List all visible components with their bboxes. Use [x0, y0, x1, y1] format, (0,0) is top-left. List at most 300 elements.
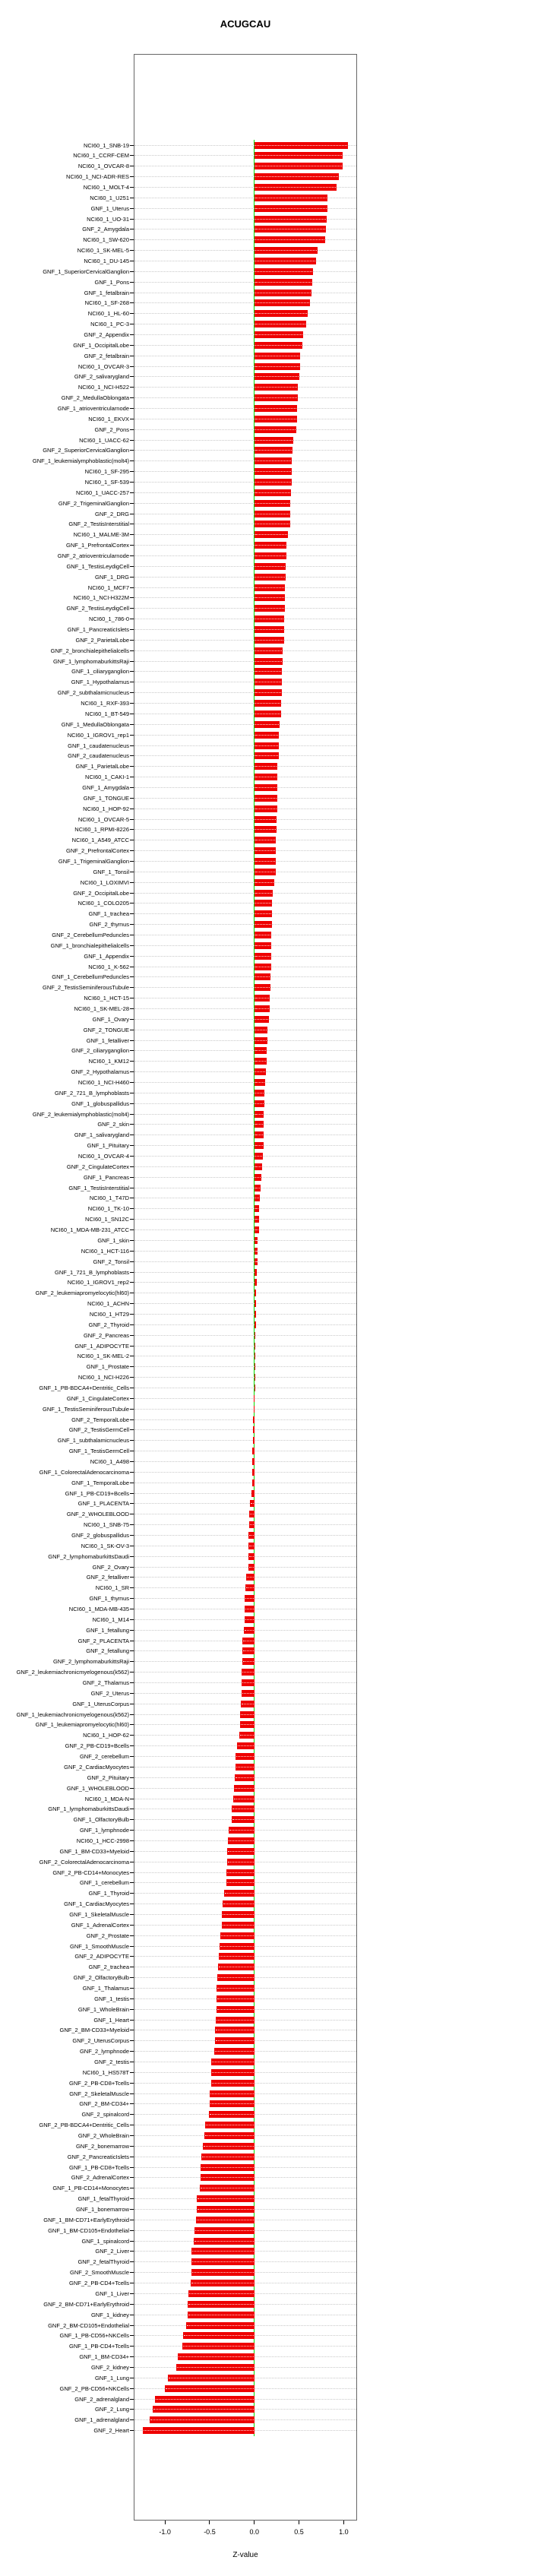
y-tick — [130, 482, 134, 483]
y-tick — [130, 1472, 134, 1473]
bar — [178, 2353, 255, 2360]
bar — [205, 2122, 255, 2128]
bar — [252, 1469, 254, 1476]
y-tick — [130, 1346, 134, 1347]
bar — [255, 437, 294, 444]
bar-grid-dots — [235, 1788, 254, 1789]
gridline — [134, 597, 356, 598]
bar — [255, 1237, 258, 1244]
bar-grid-dots — [187, 2325, 253, 2326]
bar — [255, 226, 326, 233]
y-tick — [130, 2304, 134, 2305]
category-label: NCI60_1_OVCAR-3 — [77, 362, 129, 370]
bar-grid-dots — [251, 1503, 253, 1504]
bar — [197, 2195, 254, 2202]
bar-grid-dots — [255, 155, 342, 156]
y-tick — [130, 692, 134, 693]
gridline — [134, 1346, 356, 1347]
gridline — [134, 1524, 356, 1525]
gridline — [134, 798, 356, 799]
bar — [255, 710, 281, 717]
y-tick — [130, 976, 134, 977]
category-label: GNF_1_721_B_lymphoblasts — [55, 1268, 129, 1276]
category-label: NCI60_1_UO-31 — [87, 215, 129, 223]
category-label: GNF_1_ADIPOCYTE — [74, 1342, 129, 1350]
bar — [215, 2027, 255, 2033]
category-label: GNF_1_SkeletalMuscle — [69, 1910, 129, 1918]
bar-grid-dots — [192, 2261, 253, 2262]
bar — [255, 973, 270, 980]
y-tick — [130, 945, 134, 946]
gridline — [134, 671, 356, 672]
y-tick — [130, 2009, 134, 2010]
bar — [228, 1837, 255, 1844]
bar — [242, 1638, 254, 1644]
category-label: GNF_2_skin — [97, 1121, 129, 1128]
bar-grid-dots — [255, 1103, 264, 1104]
category-label: GNF_1_CerebellumPeduncles — [52, 973, 129, 981]
category-label: GNF_2_salivarygland — [74, 373, 129, 381]
gridline — [134, 1208, 356, 1209]
bar-grid-dots — [255, 850, 275, 851]
gridline — [134, 1272, 356, 1273]
bar-grid-dots — [255, 534, 288, 535]
gridline — [134, 408, 356, 409]
y-tick — [130, 1324, 134, 1325]
category-label: GNF_2_Appendix — [84, 331, 129, 338]
y-tick — [130, 2114, 134, 2115]
gridline — [134, 397, 356, 398]
y-tick — [130, 1840, 134, 1841]
y-tick — [130, 735, 134, 736]
bar — [255, 932, 271, 938]
bar-grid-dots — [255, 766, 277, 767]
bar-grid-dots — [255, 408, 296, 409]
bar — [200, 2185, 255, 2191]
category-label: GNF_1_TestisSeminiferousTubule — [43, 1405, 129, 1413]
category-label: GNF_2_PB-CD19+Bcells — [65, 1742, 129, 1750]
y-tick — [130, 1156, 134, 1157]
y-tick — [130, 492, 134, 493]
bar — [209, 2111, 255, 2118]
category-label: GNF_1_DRG — [94, 573, 129, 581]
bar-grid-dots — [198, 2198, 253, 2199]
gridline — [134, 1156, 356, 1157]
bar — [201, 2174, 255, 2181]
category-label: NCI60_1_EKVX — [88, 415, 129, 422]
category-label: GNF_2_TemporalLobe — [71, 1416, 129, 1423]
gridline — [134, 271, 356, 272]
bar-grid-dots — [217, 1988, 253, 1989]
y-tick — [130, 2167, 134, 2168]
gridline — [134, 1503, 356, 1504]
bar — [255, 721, 280, 728]
gridline — [134, 893, 356, 894]
y-tick — [130, 1577, 134, 1578]
bar — [255, 816, 277, 823]
bar — [255, 1090, 264, 1097]
bar — [217, 1995, 254, 2002]
gridline — [134, 334, 356, 335]
bar — [255, 290, 311, 296]
gridline — [134, 1251, 356, 1252]
bar — [253, 1426, 255, 1433]
y-tick — [130, 1587, 134, 1588]
gridline — [134, 1103, 356, 1104]
category-label: NCI60_1_TK-10 — [87, 1205, 129, 1213]
bar-grid-dots — [177, 2367, 254, 2368]
category-label: GNF_2_BM-CD105+Endothelial — [48, 2321, 129, 2329]
bar — [255, 647, 283, 654]
y-tick — [130, 724, 134, 725]
bar — [255, 342, 303, 349]
bar — [176, 2364, 255, 2371]
y-tick — [130, 450, 134, 451]
y-tick — [130, 1693, 134, 1694]
bar — [214, 2048, 255, 2055]
bar — [255, 668, 282, 675]
gridline — [134, 282, 356, 283]
category-label: GNF_2_PB-CD56+NKCells — [59, 2385, 129, 2392]
y-tick — [130, 671, 134, 672]
y-tick — [130, 577, 134, 578]
category-label: GNF_2_Amygdala — [82, 226, 129, 233]
bar — [204, 2132, 255, 2139]
bar — [224, 1890, 255, 1897]
y-tick — [130, 1851, 134, 1852]
bar-grid-dots — [192, 2272, 254, 2273]
bar — [255, 964, 271, 970]
category-label: NCI60_1_CAKI-1 — [85, 774, 129, 781]
category-label: NCI60_1_786-0 — [89, 616, 129, 623]
bar-grid-dots — [255, 460, 291, 461]
gridline — [134, 345, 356, 346]
gridline — [134, 1461, 356, 1462]
gridline — [134, 1556, 356, 1557]
bar — [241, 1701, 255, 1707]
bar-grid-dots — [243, 1661, 254, 1662]
gridline — [134, 1366, 356, 1367]
bar-grid-dots — [255, 503, 289, 504]
y-tick — [130, 850, 134, 851]
y-tick — [130, 1251, 134, 1252]
category-label: NCI60_1_LOXIMVI — [80, 878, 129, 886]
category-label: GNF_1_AdrenalCortex — [71, 1921, 129, 1929]
y-tick — [130, 471, 134, 472]
bar — [255, 689, 282, 696]
bar-grid-dots — [255, 1177, 261, 1178]
bar-grid-dots — [255, 735, 278, 736]
gridline — [134, 460, 356, 461]
gridline — [134, 745, 356, 746]
bar — [255, 247, 318, 254]
bar — [237, 1742, 254, 1749]
category-label: GNF_2_Thyroid — [88, 1321, 129, 1328]
y-tick — [130, 2409, 134, 2410]
category-label: NCI60_1_RXF-393 — [81, 700, 129, 707]
x-tick-label: 0.0 — [249, 2528, 259, 2536]
category-label: GNF_1_fetallung — [86, 1626, 129, 1634]
gridline — [134, 1261, 356, 1262]
y-tick — [130, 1050, 134, 1051]
bar-grid-dots — [236, 1777, 254, 1778]
bar — [255, 910, 273, 917]
bar-grid-dots — [255, 577, 285, 578]
bar-grid-dots — [205, 2135, 254, 2136]
y-tick — [130, 2040, 134, 2041]
y-tick — [130, 924, 134, 925]
category-label: GNF_2_TestisInterstitial — [68, 521, 129, 528]
bar-grid-dots — [255, 650, 283, 651]
bar-grid-dots — [179, 2356, 254, 2357]
y-tick — [130, 1503, 134, 1504]
category-label: GNF_1_leukemiapromyelocytic(hl60) — [35, 1721, 129, 1729]
bar-grid-dots — [255, 302, 309, 303]
bar-grid-dots — [227, 1872, 253, 1873]
bar-grid-dots — [189, 2293, 254, 2294]
bar — [236, 1753, 255, 1760]
y-tick — [130, 1946, 134, 1947]
y-tick — [130, 640, 134, 641]
bar — [255, 574, 286, 581]
category-label: GNF_2_UterusCorpus — [72, 2037, 129, 2045]
bar-grid-dots — [198, 2209, 254, 2210]
bar-grid-dots — [255, 1082, 264, 1083]
category-label: GNF_1_SuperiorCervicalGanglion — [43, 267, 129, 275]
category-label: GNF_2_kidney — [90, 2363, 129, 2371]
category-label: GNF_1_Tonsil — [93, 868, 129, 875]
y-tick — [130, 2430, 134, 2431]
y-tick — [130, 1882, 134, 1883]
bar-grid-dots — [217, 1998, 253, 1999]
bar — [255, 584, 285, 591]
bar — [255, 353, 300, 359]
category-label: GNF_1_ColorectalAdenocarcinoma — [39, 1468, 129, 1476]
bar-grid-dots — [255, 397, 298, 398]
y-tick — [130, 1756, 134, 1757]
bar-grid-dots — [216, 2040, 254, 2041]
bar-grid-dots — [255, 755, 278, 756]
category-label: GNF_2_fetalThyroid — [77, 2258, 129, 2266]
category-label: NCI60_1_SF-268 — [84, 299, 129, 307]
gridline — [134, 1377, 356, 1378]
category-label: NCI60_1_DU-145 — [84, 257, 129, 264]
gridline — [134, 956, 356, 957]
y-tick — [130, 1893, 134, 1894]
category-label: NCI60_1_NCI-ADR-RES — [66, 173, 129, 181]
category-label: NCI60_1_OVCAR-8 — [77, 163, 129, 170]
y-tick — [130, 145, 134, 146]
bar — [255, 1248, 258, 1255]
bar-grid-dots — [183, 2346, 254, 2347]
bar — [165, 2385, 255, 2392]
category-label: GNF_2_Prostate — [86, 1932, 129, 1939]
y-tick — [130, 2335, 134, 2336]
category-label: NCI60_1_HOP-92 — [83, 805, 129, 812]
gridline — [134, 724, 356, 725]
gridline — [134, 1166, 356, 1167]
y-tick — [130, 408, 134, 409]
category-label: GNF_1_WHOLEBLOOD — [66, 1784, 129, 1792]
bar — [222, 1911, 254, 1918]
bar — [255, 921, 273, 928]
bar-grid-dots — [217, 2020, 254, 2021]
y-tick — [130, 250, 134, 251]
y-tick — [130, 587, 134, 588]
y-tick — [130, 2230, 134, 2231]
bar-grid-dots — [195, 2230, 254, 2231]
y-tick — [130, 787, 134, 788]
bar-grid-dots — [255, 1229, 258, 1230]
bar — [255, 742, 279, 749]
category-label: GNF_2_subthalamicnucleus — [57, 689, 129, 697]
bar-grid-dots — [255, 376, 299, 377]
bar — [255, 826, 277, 833]
bar — [255, 869, 276, 875]
category-label: GNF_1_BM-CD34+ — [79, 2353, 129, 2361]
gridline — [134, 587, 356, 588]
bar-grid-dots — [166, 2388, 254, 2389]
gridline — [134, 882, 356, 883]
category-label: GNF_1_lymphomaburkittsRaji — [52, 657, 129, 665]
y-tick — [130, 313, 134, 314]
category-label: NCI60_1_SN12C — [85, 1216, 129, 1223]
y-tick — [130, 2346, 134, 2347]
bar — [255, 995, 270, 1002]
y-tick — [130, 661, 134, 662]
category-label: NCI60_1_BT-549 — [85, 710, 129, 717]
bar-grid-dots — [255, 703, 280, 704]
bar — [255, 605, 285, 612]
category-label: GNF_1_Thalamus — [82, 1984, 129, 1992]
gridline — [134, 1282, 356, 1283]
bar — [255, 384, 299, 391]
bar — [217, 1974, 255, 1981]
category-label: NCI60_1_IGROV1_rep2 — [67, 1279, 129, 1286]
bar — [255, 1269, 258, 1276]
bar-grid-dots — [188, 2304, 254, 2305]
bar-grid-dots — [255, 945, 270, 946]
y-tick — [130, 1040, 134, 1041]
category-label: GNF_1_bonemarrow — [75, 2206, 129, 2214]
gridline — [134, 787, 356, 788]
y-tick — [130, 987, 134, 988]
bar — [217, 2006, 255, 2013]
gridline — [134, 913, 356, 914]
bar-grid-dots — [255, 893, 273, 894]
gridline — [134, 850, 356, 851]
bar-grid-dots — [153, 2409, 254, 2410]
category-label: GNF_1_trachea — [88, 910, 129, 918]
y-tick — [130, 1650, 134, 1651]
category-label: GNF_1_subthalamicnucleus — [57, 1437, 129, 1445]
bar-grid-dots — [255, 597, 284, 598]
bar-grid-dots — [243, 1650, 253, 1651]
y-tick — [130, 1598, 134, 1599]
category-label: GNF_1_PB-CD14+Monocytes — [52, 2185, 129, 2192]
y-tick — [130, 745, 134, 746]
x-tick-label: 1.0 — [339, 2528, 349, 2536]
category-label: GNF_2_lymphomaburkittsRaji — [52, 1658, 129, 1666]
category-label: GNF_2_ColorectalAdenocarcinoma — [39, 1858, 129, 1866]
bar — [255, 173, 340, 180]
bar — [255, 1300, 256, 1307]
gridline — [134, 545, 356, 546]
bar — [194, 2227, 255, 2234]
category-label: GNF_1_CardiacMyocytes — [64, 1900, 129, 1908]
category-label: NCI60_1_KM12 — [88, 1058, 129, 1065]
category-label: GNF_1_spinalcord — [81, 2237, 129, 2245]
category-label: GNF_1_OccipitalLobe — [73, 341, 129, 349]
y-tick — [130, 239, 134, 240]
bar-grid-dots — [223, 1914, 253, 1915]
y-tick — [130, 2135, 134, 2136]
category-label: GNF_2_Lung — [94, 2406, 129, 2413]
bar — [242, 1658, 255, 1665]
category-label: GNF_1_Pons — [94, 278, 129, 286]
category-label: NCI60_1_SK-OV-3 — [81, 1542, 129, 1549]
category-label: GNF_1_kidney — [90, 2311, 129, 2318]
category-label: GNF_1_TestisInterstitial — [68, 1184, 129, 1191]
gridline — [134, 755, 356, 756]
bar — [255, 616, 284, 622]
y-tick — [130, 1724, 134, 1725]
y-tick — [130, 503, 134, 504]
bar — [255, 763, 278, 770]
bar-grid-dots — [227, 1882, 254, 1883]
bar-grid-dots — [255, 282, 311, 283]
y-tick — [130, 1419, 134, 1420]
category-label: GNF_1_WholeBrain — [77, 2005, 129, 2013]
bar-grid-dots — [255, 219, 326, 220]
y-tick — [130, 1429, 134, 1430]
bar — [250, 1500, 254, 1507]
category-label: GNF_1_Appendix — [84, 952, 129, 960]
y-tick — [130, 345, 134, 346]
bar — [255, 1258, 258, 1265]
y-tick — [130, 1830, 134, 1831]
bar — [255, 752, 279, 759]
category-label: GNF_1_Prostate — [86, 1363, 129, 1371]
bar-grid-dots — [255, 1008, 269, 1009]
bar — [255, 268, 314, 275]
bar-grid-dots — [192, 2251, 253, 2252]
category-label: GNF_1_PB-CD56+NKCells — [59, 2332, 129, 2340]
bar-grid-dots — [255, 492, 290, 493]
gridline — [134, 1124, 356, 1125]
category-label: GNF_1_caudatenucleus — [68, 742, 129, 749]
bar — [255, 1100, 264, 1107]
category-label: NCI60_1_U251 — [90, 194, 129, 201]
y-tick — [130, 597, 134, 598]
y-tick — [130, 1124, 134, 1125]
y-tick — [130, 1672, 134, 1673]
bar — [255, 1185, 261, 1191]
category-label: GNF_2_TestisGermCell — [68, 1426, 129, 1434]
gridline — [134, 302, 356, 303]
gridline — [134, 1335, 356, 1336]
category-label: GNF_2_lymphnode — [79, 2048, 129, 2055]
category-label: GNF_2_ciliaryganglion — [71, 1047, 129, 1055]
category-label: GNF_1_leukemialymphoblastic(molt4) — [32, 457, 129, 465]
bar — [253, 1416, 255, 1423]
category-label: GNF_2_CingulateCortex — [66, 1163, 129, 1170]
bar-grid-dots — [255, 313, 308, 314]
gridline — [134, 1324, 356, 1325]
category-label: NCI60_1_PC-3 — [90, 321, 129, 328]
category-label: GNF_2_Pancreas — [83, 1331, 129, 1339]
category-label: GNF_1_TestisGermCell — [68, 1448, 129, 1455]
